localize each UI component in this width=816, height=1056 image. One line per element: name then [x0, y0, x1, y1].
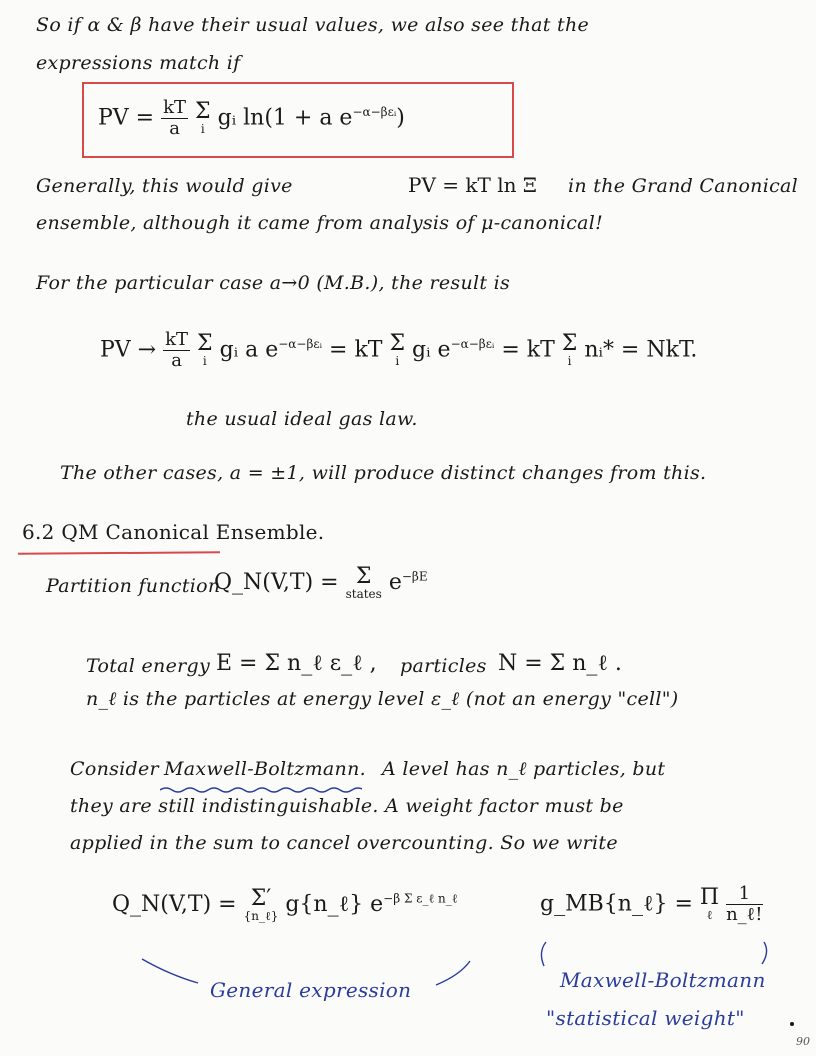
mb-equation [100, 330, 697, 371]
text-line-1: So if α & β have their usual values, we also see that the [36, 14, 590, 36]
mb-eq2: = kT [329, 337, 383, 363]
text-maxwell-boltzmann: Maxwell-Boltzmann. [164, 758, 366, 780]
grand-equation: PV = kT ln Ξ [408, 173, 537, 197]
text-other-cases: The other cases, a = ±1, will produce distinct changes from this. [60, 462, 707, 484]
text-ensemble: ensemble, although it came from analysis of μ-canonical! [36, 212, 604, 234]
mb-weight-equation [540, 884, 763, 925]
mb-exp2: −α−βεᵢ [450, 336, 495, 351]
sum-symbol: Σ states [345, 564, 382, 601]
sum-symbol: Σ i [197, 331, 213, 369]
frac-den: a [171, 349, 182, 371]
general-exp: −β Σ ε_ℓ n_ℓ [383, 891, 458, 906]
mb-exp1: −α−βεᵢ [278, 336, 323, 351]
text-particles: particles [400, 655, 487, 677]
general-equation [112, 888, 458, 922]
frac-num: kT [163, 97, 187, 118]
partition-exp: −βE [401, 569, 428, 584]
mb-eq3: = kT [501, 337, 555, 363]
fraction [163, 330, 190, 371]
text-ideal-gas: the usual ideal gas law. [186, 408, 418, 430]
sum-index: i [202, 354, 207, 369]
text-overcounting: applied in the sum to cancel overcounting. So we write [70, 832, 618, 854]
sum-symbol: Σ i [389, 331, 406, 369]
sum-index: i [200, 122, 205, 137]
frac-num: kT [165, 329, 189, 350]
mb-rhs1: gᵢ a e [219, 337, 279, 363]
frac-num: 1 [726, 884, 762, 905]
boxed-rhs: gᵢ ln(1 + a e [217, 105, 353, 131]
partition-lhs: Q_N(V,T) = [214, 570, 339, 595]
sum-symbol: Σ i [561, 331, 578, 369]
text-total-energy: Total energy [86, 655, 211, 677]
boxed-close: ) [396, 105, 405, 131]
sum-symbol: Σ′ {n_ℓ} [243, 886, 279, 923]
text-grand-canonical: in the Grand Canonical [568, 175, 799, 197]
annotation-general: General expression [210, 978, 412, 1002]
particles-equation: N = Σ n_ℓ . [498, 651, 622, 676]
sum-index-states: states [345, 587, 382, 601]
general-lhs: Q_N(V,T) = [112, 892, 237, 917]
text-n-l-def: n_ℓ is the particles at energy level ε_ℓ (not an energy "cell") [86, 688, 679, 710]
boxed-lhs: PV = [98, 105, 155, 131]
wavy-underline [160, 786, 362, 794]
frac-den: a [169, 117, 180, 139]
text-generally: Generally, this would give [36, 175, 293, 197]
frac-den: n_ℓ! [726, 903, 763, 925]
mb-lhs: PV → [100, 337, 157, 363]
fraction [161, 98, 188, 139]
sum-index: i [567, 354, 572, 369]
partition-equation [214, 566, 428, 600]
text-consider: Consider [70, 758, 159, 780]
product-symbol: Π ℓ [699, 885, 720, 923]
text-partition-function: Partition function [46, 575, 221, 597]
product-index: ℓ [706, 908, 713, 923]
text-indistinguishable: they are still indistinguishable. A weight factor must be [70, 795, 624, 817]
annotation-mb-line2: "statistical weight" [546, 1006, 745, 1030]
boxed-equation [98, 98, 405, 139]
sum-index-config: {n_ℓ} [243, 909, 279, 923]
sum-symbol: Σ i [195, 99, 211, 137]
page-number: 90 [796, 1035, 810, 1048]
energy-equation: E = Σ n_ℓ ε_ℓ , [216, 651, 377, 676]
general-rhs: g{n_ℓ} e [285, 892, 384, 917]
text-particular-case: For the particular case a→0 (M.B.), the result is [36, 272, 511, 294]
section-heading: 6.2 QM Canonical Ensemble. [22, 520, 325, 544]
heading-underline [18, 551, 220, 554]
bracket-mb [536, 940, 776, 970]
sum-index: i [395, 354, 400, 369]
annotation-mb-line1: Maxwell-Boltzmann [560, 968, 766, 992]
fraction [726, 884, 762, 925]
partition-rhs: e [388, 570, 402, 595]
mbweight-lhs: g_MB{n_ℓ} = [540, 891, 693, 917]
dot [790, 1022, 794, 1026]
mb-rhs2: gᵢ e [412, 337, 451, 363]
text-line-2: expressions match if [36, 52, 241, 74]
mb-rhs3: nᵢ* = NkT. [584, 337, 698, 363]
text-level-has: A level has n_ℓ particles, but [382, 758, 666, 780]
boxed-exponent: −α−βεᵢ [352, 104, 397, 119]
